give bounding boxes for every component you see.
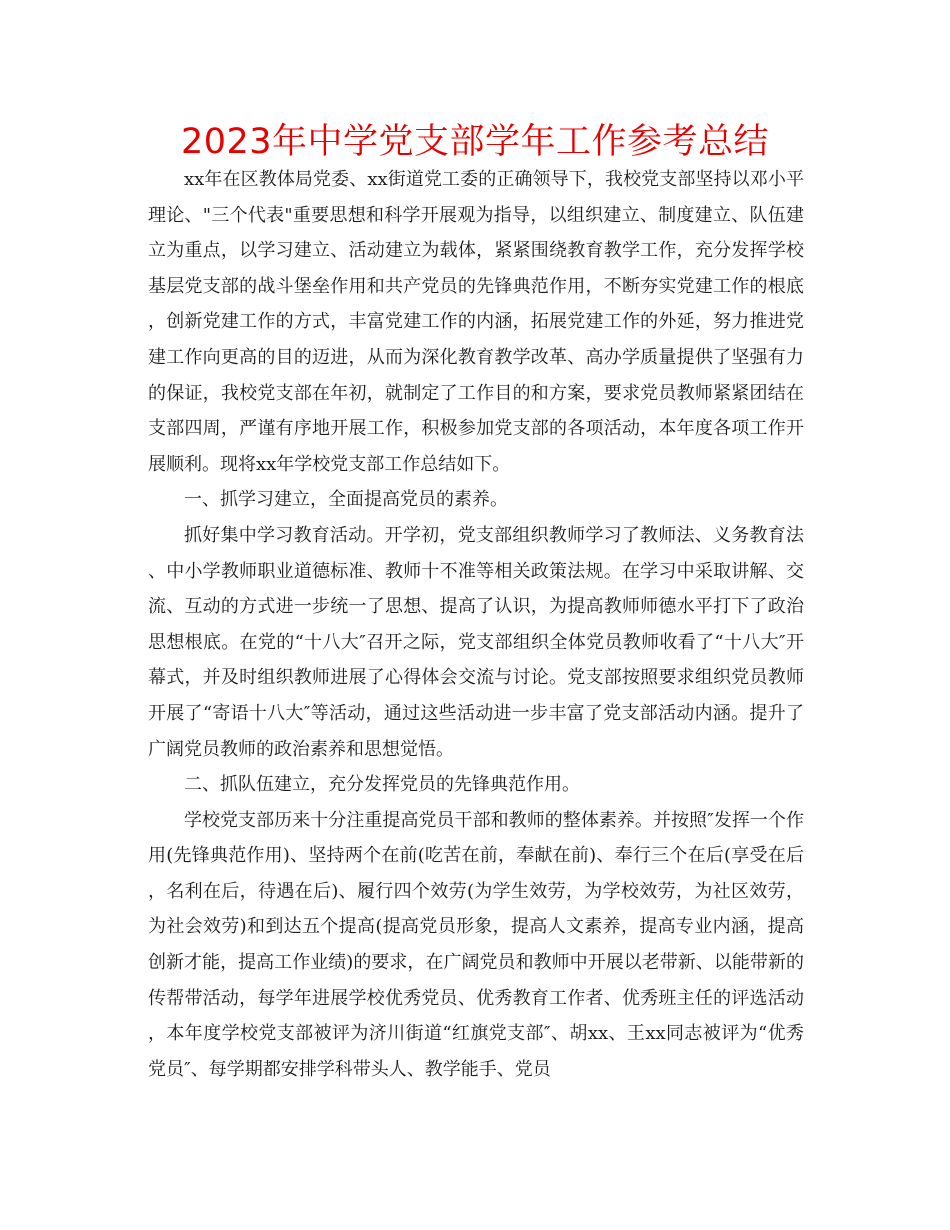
document-title: 2023年中学党支部学年工作参考总结 — [180, 122, 770, 162]
section-heading-1: 一、抓学习建立，全面提高党员的素养。 — [184, 489, 508, 511]
document-body — [148, 162, 804, 1087]
section-heading-2: 二、抓队伍建立，充分发挥党员的先锋典范作用。 — [184, 774, 580, 796]
intro-paragraph: xx年在区教体局党委、xx街道党工委的正确领导下，我校党支部坚持以邓小平理论、"三个代表"重要思想和科学开展观为指导，以组织建立、制度建立、队伍建立为重点，以学习建立、活动建立为载体，紧紧围绕教育教学工作，充分发挥学校基层党支部的战斗堡垒作用和共产党员的先锋典范作用，不断夯实党建工作的根底，创新党建工作的方式，丰富党建工作的内涵，拓展党建工作的外延，努力推进党建工作向更高的目的迈进，从而为深化教育教学改革、高办学质量提供了坚强有力的保证，我校党支部在年初，就制定了工作目的和方案，要求党员教师紧紧团结在支部四周，严谨有序地开展工作，积极参加党支部的各项活动，本年度各项工作开展顺利。现将xx年学校党支部工作总结如下。 — [148, 169, 804, 475]
section-2-paragraph: 学校党支部历来十分注重提高党员干部和教师的整体素养。并按照″发挥一个作用(先锋典范作用)、坚持两个在前(吃苦在前，奉献在前)、奉行三个在后(享受在后，名利在后，待遇在后)、履行四个效劳(为学生效劳，为学校效劳，为社区效劳，为社会效劳)和到达五个提高(提高党员形象，提高人文素养，提高专业内涵，提高创新才能，提高工作业绩)的要求，在广阔党员和教师中开展以老带新、以能带新的传帮带活动，每学年进展学校优秀党员、优秀教育工作者、优秀班主任的评选活动，本年度学校党支部被评为济川街道“红旗党支部″、胡xx、王xx同志被评为“优秀党员″、每学期都安排学科带头人、教学能手、党员 — [148, 809, 804, 1080]
section-1-paragraph: 抓好集中学习教育活动。开学初，党支部组织教师学习了教师法、义务教育法、中小学教师职业道德标准、教师十不准等相关政策法规。在学习中采取讲解、交流、互动的方式进一步统一了思想、提高了认识，为提高教师师德水平打下了政治思想根底。在党的“十八大″召开之际，党支部组织全体党员教师收看了“十八大″开幕式，并及时组织教师进展了心得体会交流与讨论。党支部按照要求组织党员教师开展了“寄语十八大″等活动，通过这些活动进一步丰富了党支部活动内涵。提升了广阔党员教师的政治素养和思想觉悟。 — [148, 524, 804, 760]
